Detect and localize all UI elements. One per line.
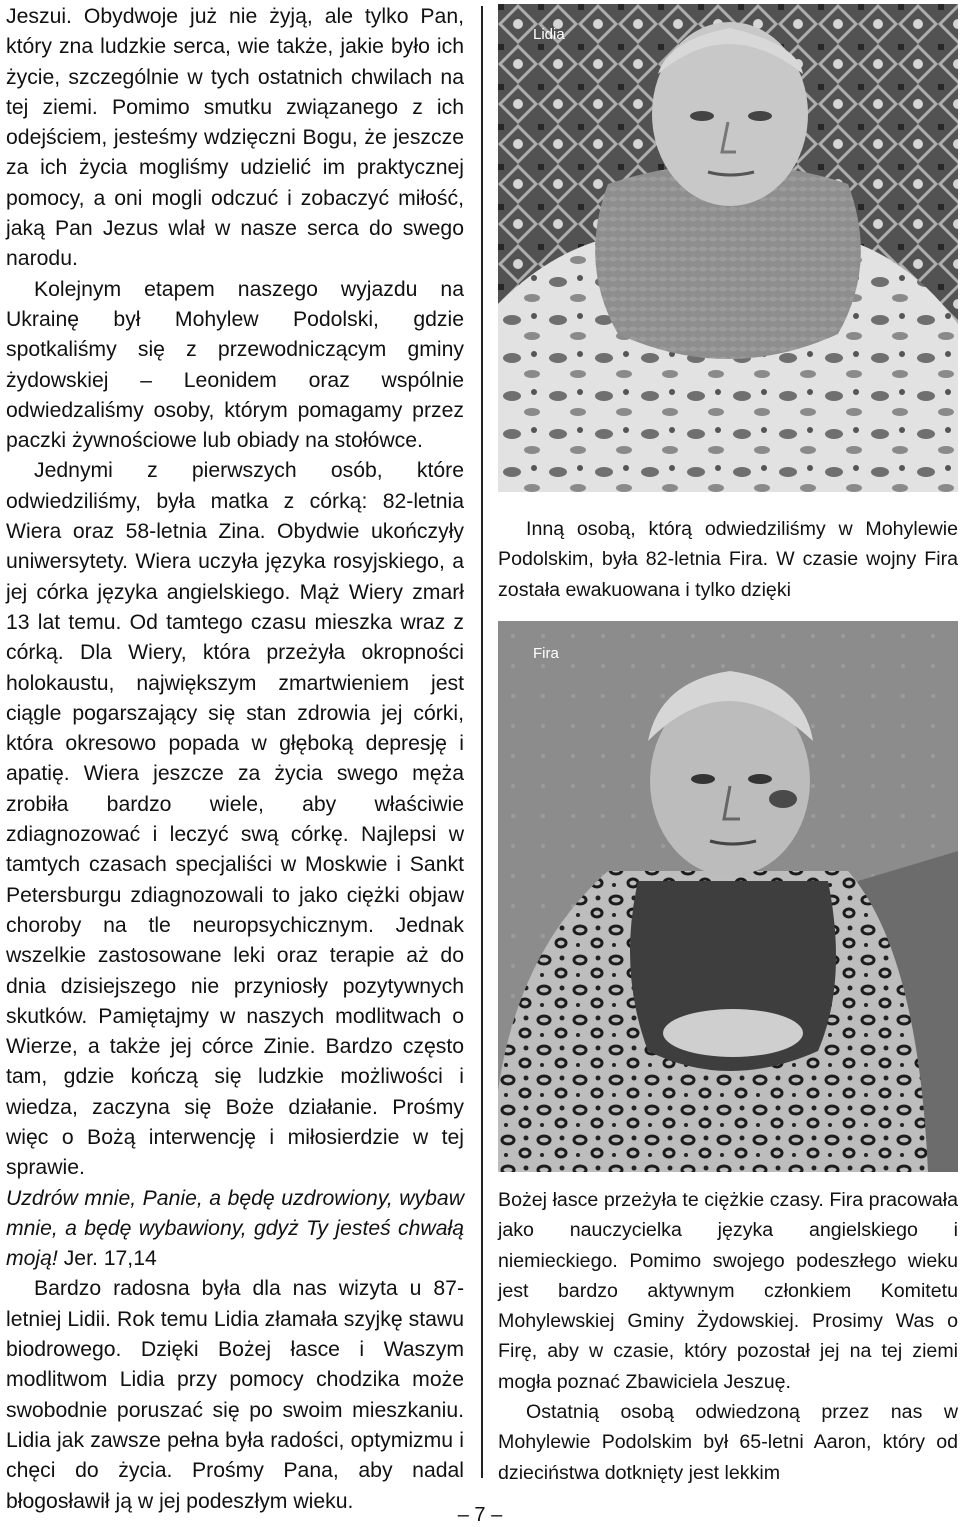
scripture-reference: Jer. 17,14 [57, 1247, 157, 1271]
paragraph-opening: Jeszui. Obydwoje już nie żyją, ale tylko Pan, który zna ludzkie serca, wie także, jakie było ich życie, szczególnie w tych ostatnich chwilach na tej ziemi. Pomimo smutku związanego z ich odejściem, jesteśmy wdzięczni Bogu, że jeszcze za ich życia mogliśmy udzielić im praktycznej pomocy, a oni mogli odczuć i zobaczyć miłość, jaką Pan Jezus wlał w nasze serca do swego narodu. [6, 5, 464, 271]
photo-caption-fira: Fira [533, 645, 559, 662]
photo-fira [498, 621, 958, 1172]
paragraph-fira-story: Bożej łasce przeżyła te ciężkie czasy. Fira pracowała jako nauczycielka języka angielskiego i niemieckiego. Pomimo swojego podeszłego wieku jest bardzo aktywnym członkiem Komitetu Mohylewskiej Gminy Żydowskiej. Prosimy Was o Firę, aby w czasie, który pozostał jej na tej ziemi mogła poznać Zbawiciela Jeszuę. [498, 1189, 958, 1393]
photo-lidia [498, 4, 958, 492]
portrait-lidia-image [498, 4, 958, 492]
page-number: – 7 – [457, 1504, 503, 1526]
paragraph-wiera-zina: Jednymi z pierwszych osób, które odwiedziliśmy, była matka z córką: 82-letnia Wiera oraz 58-letnia Zina. Obydwie ukończyły uniwersytety. Wiera uczyła języka rosyjskiego, a jej córka języka angielskiego. Mąż Wiery zmarł 13 lat temu. Od tamtego czasu mieszka wraz z córką. Dla Wiery, która przeżyła okropności holokaustu, największym zmartwieniem jest ciągle pogarszający się stan zdrowia jej córki, która okresowo popada w głęboką depresję i apatię. Wiera jeszcze za życia swego męża zrobiła bardzo wiele, aby właściwie zdiagnozować i leczyć swą córkę. Najlepsi w tamtych czasach specjaliści w Moskwie i Sankt Petersburgu zdiagnozowali to jako ciężki objaw choroby na tle neuropsychicznym. Jednak wszelkie zastosowane leki oraz terapie aż do dnia dzisiejszego nie przyniosły pozytywnych skutków. Pamiętajmy w naszych modlitwach o Wierze, a także jej córce Zinie. Bardzo często tam, gdzie kończą się ludzkie możliwości i wiedza, zaczyna się Boże działanie. Prośmy więc o Bożą interwencję i miłosierdzie w tej sprawie. [6, 459, 464, 1180]
paragraph-aaron: Ostatnią osobą odwiedzoną przez nas w Mohylewie Podolskim był 65-letni Aaron, który od dzieciństwa dotknięty jest lekkim [498, 1401, 958, 1484]
right-column-top [498, 514, 958, 605]
paragraph-fira-intro: Inną osobą, którą odwiedziliśmy w Mohylewie Podolskim, była 82-letnia Fira. W czasie wojny Fira została ewakuowana i tylko dzięki [498, 518, 958, 601]
paragraph-lidia: Bardzo radosna była dla nas wizyta u 87-letniej Lidii. Rok temu Lidia złamała szyjkę stawu biodrowego. Dzięki Bożej łasce i Waszym modlitwom Lidia przy pomocy chodzika może swobodnie poruszać się po swoim mieszkaniu. Lidia jak zawsze pełna była radości, optymizmu i chęci do życia. Prośmy Pana, aby nadal błogosławił ją w jej podeszłym wieku. [6, 1277, 464, 1513]
portrait-fira-image [498, 621, 958, 1172]
right-column-bottom [498, 1185, 958, 1488]
photo-caption-lidia: Lidia [533, 26, 565, 43]
paragraph-mohylew-visit: Kolejnym etapem naszego wyjazdu na Ukrainę był Mohylew Podolski, gdzie spotkaliśmy się z przewodniczącym gminy żydowskiej – Leonidem oraz wspólnie odwiedzaliśmy osoby, którym pomagamy przez paczki żywnościowe lub obiady na stołówce. [6, 277, 464, 453]
paragraph-scripture [6, 1184, 464, 1275]
left-column [6, 2, 464, 1517]
column-divider [481, 6, 483, 1478]
scripture-quote: Uzdrów mnie, Panie, a będę uzdrowiony, wybaw mnie, a będę wybawiony, gdyż Ty jesteś chwałą moją! [6, 1186, 464, 1271]
